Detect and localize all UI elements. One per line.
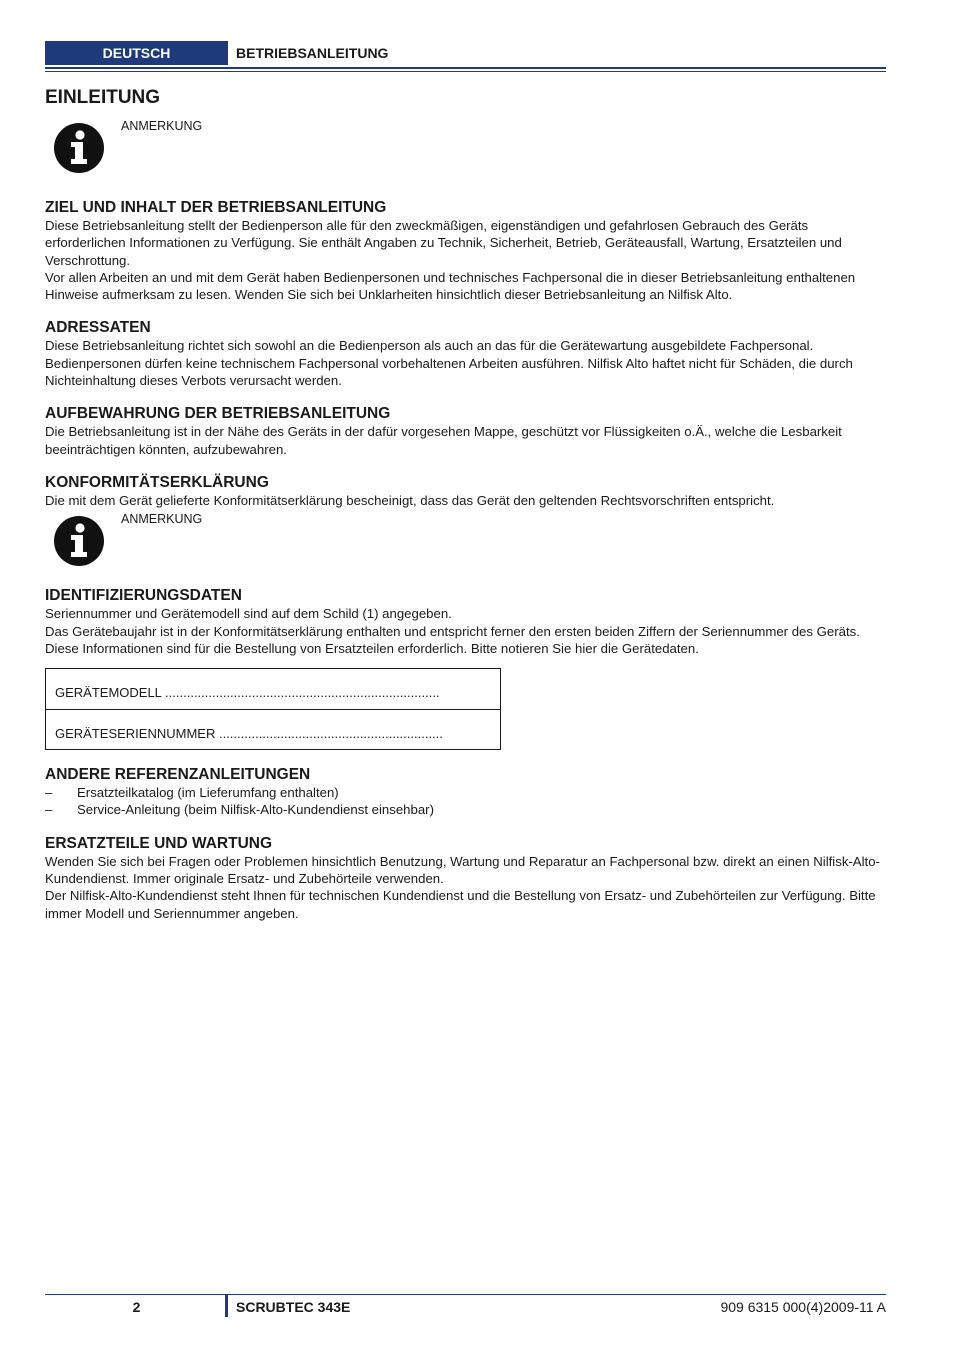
section-ersatzteile <box>45 834 890 922</box>
section-heading: IDENTIFIZIERUNGSDATEN <box>45 587 242 605</box>
list-item-text: Ersatzteilkatalog (im Lieferumfang enthalten) <box>77 785 339 801</box>
paragraph: Wenden Sie sich bei Fragen oder Problemen hinsichtlich Benutzung, Wartung und Reparatur an Fachpersonal bzw. direkt an einen Nilfisk-Alto-Kundendienst. Immer originale Ersatz- und Zubehörteile verwenden. <box>45 853 880 887</box>
note-label: ANMERKUNG <box>121 119 203 133</box>
paragraph: Der Nilfisk-Alto-Kundendienst steht Ihnen für technischen Kundendienst und die Bestellung von Ersatz- und Zubehörteilen zur Verfügung. Bitte immer Modell und Seriennummer angeben. <box>45 888 876 921</box>
serial-number-field: GERÄTESERIENNUMMER .............................................................. <box>46 709 500 749</box>
list-item-text: Service-Anleitung (beim Nilfisk-Alto-Kundendienst einsehbar) <box>77 802 434 818</box>
note-box <box>45 509 890 571</box>
paragraph: Diese Informationen sind für die Bestellung von Ersatzteilen erforderlich. Bitte notieren Sie hier die Gerätedaten. <box>45 640 699 656</box>
main-content <box>45 86 890 922</box>
paragraph: Seriennummer und Gerätemodell sind auf dem Schild (1) angegeben. <box>45 606 452 622</box>
section-heading: ANDERE REFERENZANLEITUNGEN <box>45 766 311 784</box>
page-header <box>45 41 886 67</box>
list-dash: – <box>45 802 53 818</box>
document-code: 909 6315 000(4)2009-11 A <box>720 1299 886 1315</box>
section-heading: AUFBEWAHRUNG DER BETRIEBSANLEITUNG <box>45 405 391 423</box>
list-item <box>45 784 890 801</box>
section-aufbewahrung <box>45 404 890 458</box>
section-heading: ADRESSATEN <box>45 319 151 337</box>
paragraph: Vor allen Arbeiten an und mit dem Gerät haben Bedienpersonen und technisches Fachpersonal die in dieser Betriebsanleitung enthaltenen Hinweise aufmerksam zu lesen. Wenden Sie sich bei Unklarheiten hinsichtlich dieser Betriebsanleitung an Nilfisk Alto. <box>45 269 856 303</box>
list-dash: – <box>45 785 53 801</box>
document-type: BETRIEBSANLEITUNG <box>236 45 389 61</box>
footer-rule <box>45 1294 886 1295</box>
paragraph: Diese Betriebsanleitung stellt der Bedienperson alle für den zweckmäßigen, eigenständigen und gefahrlosen Gebrauch des Geräts erforderlichen Informationen zu Verfügung. Sie enthält Angaben zu Technik, Sicherheit, Betrieb, Geräteausfall, Wartung, Ersatzteilen und Verschrottung. <box>45 218 842 268</box>
section-heading: ERSATZTEILE UND WARTUNG <box>45 834 273 852</box>
device-data-table <box>45 668 501 750</box>
info-icon <box>53 122 105 174</box>
paragraph: Das Gerätebaujahr ist in der Konformitätserklärung enthalten und entspricht ferner den ersten beiden Ziffern der Seriennummer des Geräts. <box>45 623 860 639</box>
note-label: ANMERKUNG <box>121 512 203 527</box>
page-title: EINLEITUNG <box>45 87 161 108</box>
note-box <box>45 116 890 178</box>
paragraph: Die Betriebsanleitung ist in der Nähe des Geräts in der dafür vorgesehen Mappe, geschützt vor Flüssigkeiten o.Ä., welche die Lesbarkeit beeinträchtigen könnten, aufzubewahren. <box>45 424 842 457</box>
page-footer <box>45 1294 886 1324</box>
section-adressaten <box>45 318 890 389</box>
model-field: GERÄTEMODELL ............................................................................ <box>55 685 440 701</box>
section-identifizierung <box>45 586 890 750</box>
page-number: 2 <box>132 1299 141 1315</box>
header-rule-thin <box>45 71 886 72</box>
paragraph: Diese Betriebsanleitung richtet sich sowohl an die Bedienperson als auch an das für die Gerätewartung ausgebildete Fachpersonal. Bedienpersonen dürfen keine technischem Fachpersonal vorbehaltenen Arbeiten ausführen. Nilfisk Alto haftet nicht für Schäden, die durch Nichteinhaltung dieses Verbots verursacht werden. <box>45 338 853 389</box>
info-icon <box>53 515 105 567</box>
section-heading: KONFORMITÄTSERKLÄRUNG <box>45 473 269 491</box>
product-model: SCRUBTEC 343E <box>236 1299 351 1315</box>
section-konformitaet <box>45 473 890 571</box>
section-ziel <box>45 198 890 303</box>
header-rule <box>45 67 886 69</box>
section-andere <box>45 765 890 819</box>
footer-separator <box>225 1295 228 1317</box>
paragraph: Die mit dem Gerät gelieferte Konformitätserklärung bescheinigt, dass das Gerät den geltenden Rechtsvorschriften entspricht. <box>45 492 775 508</box>
list-item <box>45 801 890 818</box>
reference-list <box>45 784 890 819</box>
section-heading: ZIEL UND INHALT DER BETRIEBSANLEITUNG <box>45 199 387 216</box>
language-tab: DEUTSCH <box>45 41 228 65</box>
